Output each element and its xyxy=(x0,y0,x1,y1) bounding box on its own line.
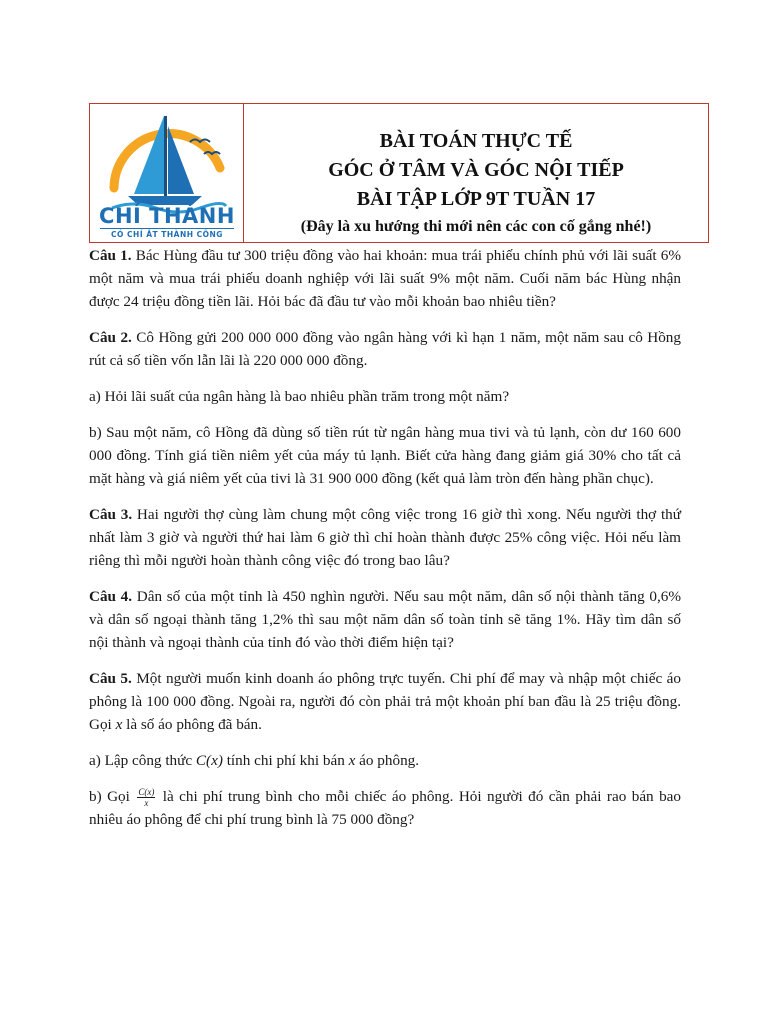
part-text: b) Gọi xyxy=(89,788,130,805)
title-line-2: GÓC Ở TÂM VÀ GÓC NỘI TIẾP xyxy=(328,159,624,181)
question-4 xyxy=(89,585,681,654)
question-5-part-a xyxy=(89,749,681,772)
fraction-numerator: C(x) xyxy=(138,787,155,798)
question-2-part-b: b) Sau một năm, cô Hồng đã dùng số tiền rút từ ngân hàng mua tivi và tủ lạnh, còn dư 160 600 000 đồng. Tính giá tiền niêm yết của máy tủ lạnh. Biết cửa hàng đang giảm giá 30% cho tất cả mặt hàng và giá niêm yết của tivi là 31 900 000 đồng (kết quả làm tròn đến hàng phần chục). xyxy=(89,424,681,487)
part-text: tính chi phí khi bán xyxy=(226,752,345,769)
title-note: (Đây là xu hướng thi mới nên các con cố gắng nhé!) xyxy=(300,218,652,235)
question-text: là số áo phông đã bán. xyxy=(126,716,262,733)
math-formula: C(x) xyxy=(195,752,223,769)
question-label: Câu 2. xyxy=(89,329,132,346)
part-text: áo phông. xyxy=(359,752,420,769)
question-text: Bác Hùng đầu tư 300 triệu đồng vào hai khoản: mua trái phiếu chính phủ với lãi suất 6% một năm và mua trái phiếu doanh nghiệp với lãi suất 9% một năm. Cuối năm bác Hùng nhận được 24 triệu đồng tiền lãi. Hỏi bác đã đầu tư vào mỗi khoản bao nhiêu tiền? xyxy=(89,247,682,310)
logo xyxy=(90,104,244,242)
question-2-part-a: a) Hỏi lãi suất của ngân hàng là bao nhiêu phần trăm trong một năm? xyxy=(89,388,510,405)
title-line-1: BÀI TOÁN THỰC TẾ xyxy=(379,130,573,152)
questions-body xyxy=(89,244,681,844)
question-5 xyxy=(89,667,681,736)
question-text: Cô Hồng gửi 200 000 000 đồng vào ngân hàng với kì hạn 1 năm, một năm sau cô Hồng rút cả số tiền vốn lẫn lãi là 220 000 000 đồng. xyxy=(89,329,681,369)
question-label: Câu 4. xyxy=(89,588,133,605)
math-variable: x xyxy=(115,716,123,733)
question-text: Dân số của một tỉnh là 450 nghìn người. Nếu sau một năm, dân số nội thành tăng 0,6% và dân số ngoại thành tăng 1,2% thì sau một năm dân số toàn tỉnh sẽ tăng 1%. Hãy tìm dân số nội thành và ngoại thành của tỉnh đó vào thời điểm hiện tại? xyxy=(89,588,681,651)
part-text: a) Lập công thức xyxy=(89,752,193,769)
question-1 xyxy=(89,244,681,313)
part-text: là chi phí trung bình cho mỗi chiếc áo phông. Hỏi người đó cần phải rao bán bao nhiêu áo phông để chi phí trung bình là 75 000 đồng? xyxy=(89,788,682,829)
question-label: Câu 1. xyxy=(89,247,132,264)
header-box xyxy=(89,103,709,243)
math-variable: x xyxy=(348,752,356,769)
sailboat-logo-icon xyxy=(94,108,240,216)
math-fraction xyxy=(137,787,155,808)
question-5-part-b xyxy=(89,785,681,831)
question-3 xyxy=(89,503,681,572)
logo-divider xyxy=(100,228,234,229)
question-text: Hai người thợ cùng làm chung một công việc trong 16 giờ thì xong. Nếu người thợ thứ nhất làm 3 giờ và người thứ hai làm 6 giờ thì chỉ hoàn thành được 25% công việc. Hỏi nếu làm riêng thì mỗi người hoàn thành công việc đó trong bao lâu? xyxy=(89,506,682,569)
logo-slogan: CÓ CHÍ ẮT THÀNH CÔNG xyxy=(111,230,223,239)
question-label: Câu 3. xyxy=(89,506,133,523)
question-label: Câu 5. xyxy=(89,670,132,687)
fraction-denominator: x xyxy=(144,798,149,809)
title-line-3: BÀI TẬP LỚP 9T TUẦN 17 xyxy=(356,188,596,210)
question-2 xyxy=(89,326,681,372)
question-text: Một người muốn kinh doanh áo phông trực tuyến. Chi phí để may và nhập một chiếc áo phông là 100 000 đồng. Ngoài ra, người đó còn phải trả một khoản phí ban đầu là 25 triệu đồng. Gọi xyxy=(89,670,681,733)
title-block xyxy=(244,104,708,242)
logo-name: CHÍ THÀNH xyxy=(99,204,235,228)
